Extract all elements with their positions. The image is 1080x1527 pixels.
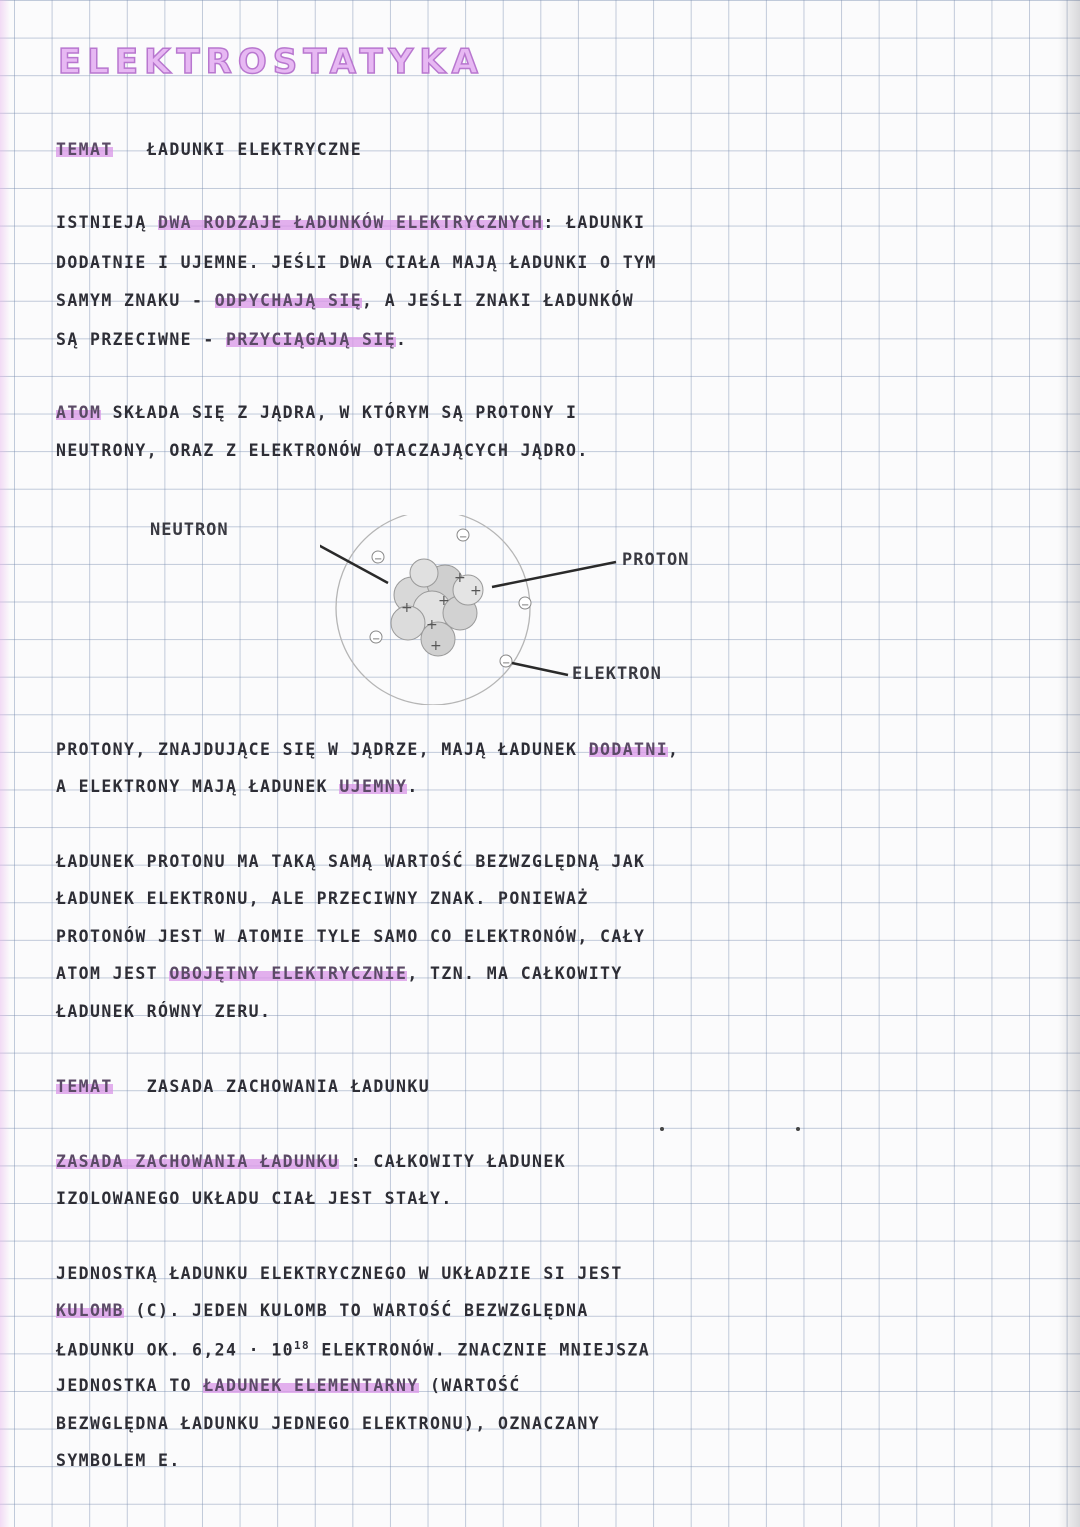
- page-edge-shadow: [1058, 0, 1080, 1527]
- svg-text:+: +: [438, 593, 450, 609]
- text-run: ELEKTRONÓW. ZNACZNIE MNIEJSZA: [310, 1340, 651, 1360]
- text-run: , A JEŚLI ZNAKI ŁADUNKÓW: [362, 291, 635, 310]
- svg-text:+: +: [401, 600, 413, 616]
- text-run: .: [396, 330, 408, 349]
- highlighted-term: KULOMB: [56, 1301, 125, 1320]
- paragraph-6-line-4: [56, 1376, 521, 1395]
- paragraph-5-line-2: IZOLOWANEGO UKŁADU CIAŁ JEST STAŁY.: [56, 1189, 453, 1208]
- paragraph-3-line-1: [56, 740, 679, 759]
- paragraph-6-line-5: BEZWGLĘDNA ŁADUNKU JEDNEGO ELEKTRONU), OZNACZANY: [56, 1414, 601, 1433]
- highlighted-term: ODPYCHAJĄ SIĘ: [214, 291, 363, 310]
- topic-heading-1: [56, 140, 362, 159]
- text-run: ,: [668, 740, 680, 759]
- pen-dot: [660, 1127, 664, 1131]
- text-run: .: [407, 777, 419, 796]
- svg-text:+: +: [430, 638, 442, 654]
- exponent: 18: [294, 1339, 311, 1352]
- svg-text:−: −: [521, 600, 530, 611]
- paragraph-4-line-5: ŁADUNEK RÓWNY ZERU.: [56, 1002, 272, 1021]
- highlighted-term: ATOM: [56, 403, 102, 422]
- highlighted-term: OBOJĘTNY ELEKTRYCZNIE: [169, 964, 408, 983]
- text-run: A ELEKTRONY MAJĄ ŁADUNEK: [56, 777, 340, 796]
- topic-title: ŁADUNKI ELEKTRYCZNE: [146, 140, 363, 159]
- svg-text:+: +: [426, 617, 438, 633]
- svg-text:−: −: [459, 532, 468, 543]
- highlighted-term: PRZYCIĄGAJĄ SIĘ: [226, 330, 397, 349]
- text-run: JEDNOSTKA TO: [56, 1376, 204, 1395]
- topic-heading-2: [56, 1077, 430, 1096]
- paragraph-1-line-4: [56, 330, 407, 349]
- paragraph-2-line-1: [56, 403, 577, 422]
- text-run: SĄ PRZECIWNE -: [56, 330, 227, 349]
- paragraph-1-line-1: [56, 213, 645, 232]
- highlighted-term: UJEMNY: [339, 777, 408, 796]
- paragraph-6-line-3: [56, 1339, 650, 1360]
- page-title: ELEKTROSTATYKA: [58, 42, 484, 82]
- svg-text:−: −: [502, 658, 511, 669]
- text-run: PROTONY, ZNAJDUJĄCE SIĘ W JĄDRZE, MAJĄ ŁADUNEK: [56, 740, 589, 759]
- paragraph-3-line-2: [56, 777, 419, 796]
- svg-text:−: −: [372, 634, 381, 645]
- pen-dot: [796, 1127, 800, 1131]
- topic-title: ZASADA ZACHOWANIA ŁADUNKU: [146, 1077, 431, 1096]
- text-run: : ŁADUNKI: [543, 213, 646, 232]
- highlighted-term: ŁADUNEK ELEMENTARNY: [203, 1376, 419, 1395]
- paragraph-4-line-3: PROTONÓW JEST W ATOMIE TYLE SAMO CO ELEKTRONÓW, CAŁY: [56, 927, 646, 946]
- highlighted-term: DODATNI: [588, 740, 669, 759]
- paragraph-4-line-2: ŁADUNEK ELEKTRONU, ALE PRZECIWNY ZNAK. PONIEWAŻ: [56, 889, 589, 908]
- text-run: , TZN. MA CAŁKOWITY: [407, 964, 623, 983]
- svg-text:+: +: [470, 583, 482, 599]
- paragraph-6-line-6: SYMBOLEM E.: [56, 1451, 181, 1470]
- nucleus-icon: [391, 559, 483, 656]
- topic-label: TEMAT: [56, 140, 113, 159]
- atom-diagram: [320, 515, 780, 705]
- paragraph-6-line-1: JEDNOSTKĄ ŁADUNKU ELEKTRYCZNEGO W UKŁADZIE SI JEST: [56, 1264, 623, 1283]
- notebook-margin: [0, 0, 10, 1527]
- topic-label: TEMAT: [56, 1077, 113, 1096]
- paragraph-4-line-4: [56, 964, 623, 983]
- text-run: : CAŁKOWITY ŁADUNEK: [339, 1152, 567, 1171]
- text-run: (C). JEDEN KULOMB TO WARTOŚĆ BEZWZGLĘDNA: [124, 1301, 589, 1320]
- text-run: (WARTOŚĆ: [418, 1376, 521, 1395]
- label-elektron: ELEKTRON: [572, 664, 662, 684]
- highlighted-term: DWA RODZAJE ŁADUNKÓW ELEKTRYCZNYCH: [158, 213, 544, 232]
- label-neutron: NEUTRON: [150, 520, 229, 540]
- paragraph-5-line-1: [56, 1152, 566, 1171]
- paragraph-1-line-3: [56, 291, 634, 310]
- text-run: ŁADUNKU OK. 6,24 · 10: [56, 1340, 295, 1360]
- text-run: ISTNIEJĄ: [56, 213, 159, 232]
- paragraph-2-line-2: NEUTRONY, ORAZ Z ELEKTRONÓW OTACZAJĄCYCH JĄDRO.: [56, 441, 589, 460]
- svg-text:+: +: [454, 570, 466, 586]
- paragraph-6-line-2: [56, 1301, 589, 1320]
- label-proton: PROTON: [622, 550, 690, 570]
- text-run: SKŁADA SIĘ Z JĄDRA, W KTÓRYM SĄ PROTONY I: [101, 403, 578, 422]
- paragraph-4-line-1: ŁADUNEK PROTONU MA TAKĄ SAMĄ WARTOŚĆ BEZWZGLĘDNĄ JAK: [56, 852, 646, 871]
- svg-text:−: −: [374, 554, 383, 565]
- highlighted-term: ZASADA ZACHOWANIA ŁADUNKU: [56, 1152, 340, 1171]
- text-run: ATOM JEST: [56, 964, 170, 983]
- paragraph-1-line-2: DODATNIE I UJEMNE. JEŚLI DWA CIAŁA MAJĄ ŁADUNKI O TYM: [56, 253, 657, 272]
- text-run: SAMYM ZNAKU -: [56, 291, 215, 310]
